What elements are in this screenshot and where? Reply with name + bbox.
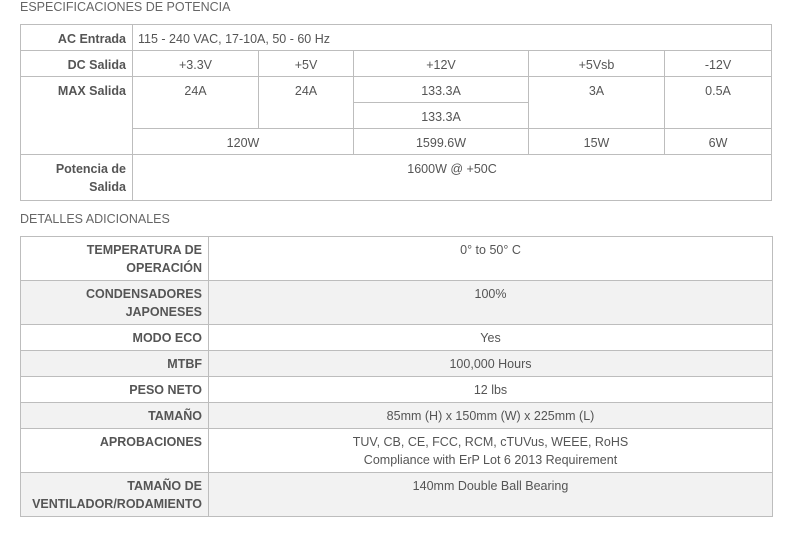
- combined-3v3-5v: 120W: [133, 129, 354, 155]
- output-power-value: 1600W @ +50C: [133, 155, 772, 201]
- detail-value-fan: 140mm Double Ball Bearing: [209, 473, 773, 517]
- max-12v-a: 133.3A: [354, 77, 529, 103]
- ac-input-label: AC Entrada: [21, 25, 133, 51]
- max-neg12v: 0.5A: [665, 77, 772, 129]
- dc-output-row: [21, 51, 772, 77]
- detail-label-approvals: APROBACIONES: [21, 429, 209, 473]
- max-5vsb: 3A: [529, 77, 665, 129]
- rail-5v: +5V: [259, 51, 354, 77]
- detail-value-approvals: [209, 429, 773, 473]
- combined-power-row: [21, 129, 772, 155]
- detail-label-size: TAMAÑO: [21, 403, 209, 429]
- detail-row: [21, 403, 773, 429]
- detail-row: [21, 351, 773, 377]
- output-power-row: [21, 155, 772, 201]
- detail-label-weight: PESO NETO: [21, 377, 209, 403]
- detail-label-capacitors: CONDENSADORES JAPONESES: [21, 281, 209, 325]
- combined-12v: 1599.6W: [354, 129, 529, 155]
- dc-output-label: DC Salida: [21, 51, 133, 77]
- detail-label-eco-mode: MODO ECO: [21, 325, 209, 351]
- detail-value-capacitors: 100%: [209, 281, 773, 325]
- approvals-line-1: TUV, CB, CE, FCC, RCM, cTUVus, WEEE, RoHS: [352, 435, 629, 449]
- detail-row: [21, 429, 773, 473]
- max-12v-b: 133.3A: [354, 103, 529, 129]
- combined-neg12v: 6W: [665, 129, 772, 155]
- detail-row: [21, 473, 773, 517]
- max-output-label: MAX Salida: [21, 77, 133, 155]
- rail-3v3: +3.3V: [133, 51, 259, 77]
- detail-label-temperature: TEMPERATURA DE OPERACIÓN: [21, 237, 209, 281]
- detail-label-mtbf: MTBF: [21, 351, 209, 377]
- max-output-row-1: [21, 77, 772, 103]
- rail-5vsb: +5Vsb: [529, 51, 665, 77]
- power-specs-table: [20, 24, 772, 201]
- details-section-title: DETALLES ADICIONALES: [20, 212, 170, 226]
- detail-value-temperature: 0° to 50° C: [209, 237, 773, 281]
- detail-value-mtbf: 100,000 Hours: [209, 351, 773, 377]
- detail-row: [21, 325, 773, 351]
- ac-input-row: [21, 25, 772, 51]
- approvals-line-2: Compliance with ErP Lot 6 2013 Requirement: [363, 453, 618, 467]
- output-power-label: Potencia de Salida: [21, 155, 133, 201]
- detail-row: [21, 281, 773, 325]
- detail-row: [21, 377, 773, 403]
- detail-value-weight: 12 lbs: [209, 377, 773, 403]
- detail-value-eco-mode: Yes: [209, 325, 773, 351]
- rail-neg12v: -12V: [665, 51, 772, 77]
- combined-5vsb: 15W: [529, 129, 665, 155]
- detail-label-fan: TAMAÑO DE VENTILADOR/RODAMIENTO: [21, 473, 209, 517]
- details-table: [20, 236, 773, 517]
- ac-input-value: 115 - 240 VAC, 17-10A, 50 - 60 Hz: [133, 25, 772, 51]
- detail-row: [21, 237, 773, 281]
- detail-value-size: 85mm (H) x 150mm (W) x 225mm (L): [209, 403, 773, 429]
- max-5v: 24A: [259, 77, 354, 129]
- power-section-title: ESPECIFICACIONES DE POTENCIA: [20, 0, 231, 14]
- max-3v3: 24A: [133, 77, 259, 129]
- rail-12v: +12V: [354, 51, 529, 77]
